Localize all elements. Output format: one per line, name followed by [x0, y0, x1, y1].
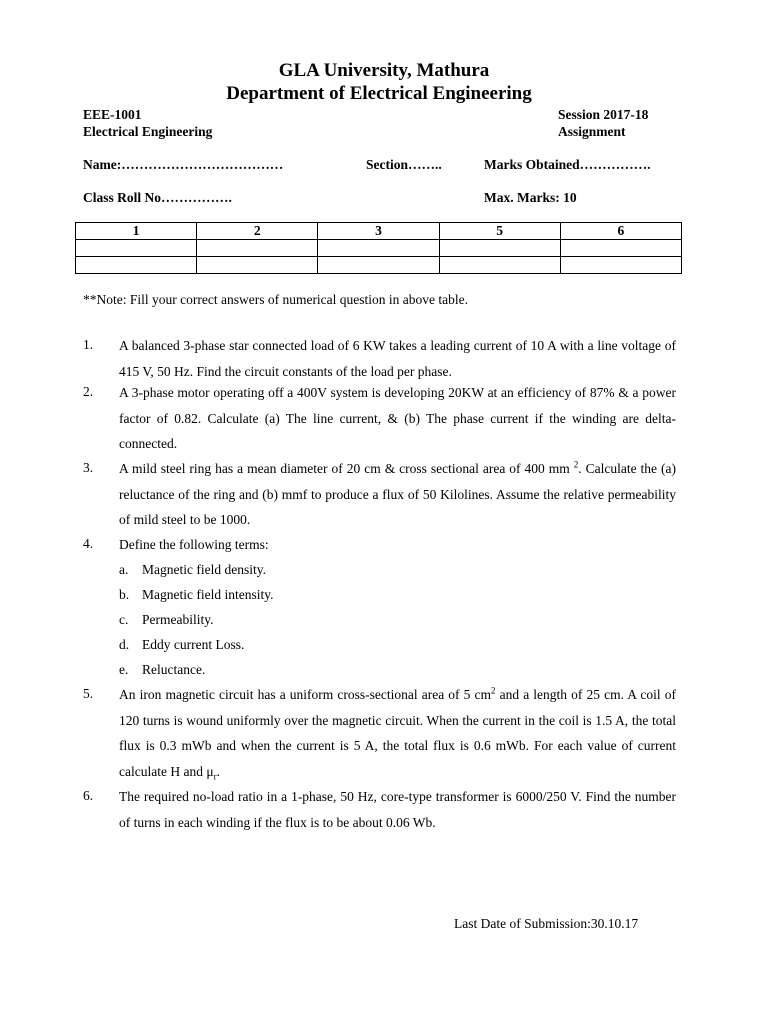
- sub-item: [119, 561, 266, 578]
- superscript: 2: [491, 685, 496, 696]
- question-text: [119, 456, 676, 533]
- session-label: Session 2017-18: [558, 107, 649, 122]
- question-3: [83, 456, 676, 533]
- class-roll-field: Class Roll No…………….: [83, 190, 232, 205]
- subscript: r: [213, 771, 217, 782]
- sub-item: [119, 611, 213, 628]
- question-6: [83, 784, 676, 835]
- answer-cell: [197, 257, 318, 274]
- sub-item-text: Permeability.: [142, 612, 214, 627]
- superscript: 2: [573, 459, 579, 470]
- answer-cell: [560, 257, 681, 274]
- sub-item: [119, 586, 273, 603]
- question-number: 4.: [83, 536, 94, 551]
- question-4: [83, 532, 676, 558]
- sub-item-letter: c.: [119, 612, 129, 627]
- sub-item-text: Magnetic field density.: [142, 562, 266, 577]
- sub-item-letter: b.: [119, 587, 130, 602]
- question-text-part: and a length of 25 cm. A coil of 120 turns is wound uniformly over the magnetic circuit. When the current in the coil is 1.5 A, the total flux is 0.3 mWb and when the current is 5 A, the total flux is 0.6 mWb. For each value of current calculate H and: [119, 687, 677, 779]
- question-number: 3.: [83, 460, 94, 475]
- sub-item-letter: e.: [119, 662, 129, 677]
- answer-table-header-row: [76, 223, 682, 240]
- question-number: 6.: [83, 788, 94, 803]
- answer-col-header: 5: [439, 223, 560, 240]
- question-text-part: An iron magnetic circuit has a uniform cross-sectional area of 5 cm: [119, 687, 491, 702]
- max-marks-label: Max. Marks: 10: [484, 190, 577, 205]
- course-code: EEE-1001: [83, 107, 142, 122]
- question-number: 1.: [83, 337, 94, 352]
- answer-table-row: [76, 240, 682, 257]
- sub-item-text: Reluctance.: [142, 662, 206, 677]
- sub-item-letter: d.: [119, 637, 130, 652]
- answer-table-row: [76, 257, 682, 274]
- answer-cell: [197, 240, 318, 257]
- department-title: Department of Electrical Engineering: [226, 83, 532, 104]
- sub-item: [119, 661, 205, 678]
- question-number: 5.: [83, 686, 94, 701]
- table-note: **Note: Fill your correct answers of numerical question in above table.: [83, 292, 469, 307]
- assignment-label: Assignment: [558, 124, 626, 139]
- sub-item-letter: a.: [119, 562, 129, 577]
- answer-cell: [76, 257, 197, 274]
- question-text: [119, 682, 676, 784]
- question-text: Define the following terms:: [119, 537, 269, 552]
- answer-table: [75, 222, 682, 274]
- answer-cell: [318, 257, 439, 274]
- question-text-part: A mild steel ring has a mean diameter of 20 cm & cross sectional area of 400 mm: [119, 461, 574, 476]
- course-name: Electrical Engineering: [83, 124, 213, 139]
- marks-obtained-field: Marks Obtained…………….: [484, 157, 651, 172]
- answer-cell: [76, 240, 197, 257]
- sub-item-text: Eddy current Loss.: [142, 637, 245, 652]
- submission-date: Last Date of Submission:30.10.17: [454, 916, 639, 931]
- question-2: [83, 380, 676, 457]
- question-number: 2.: [83, 384, 94, 399]
- sub-item-text: Magnetic field intensity.: [142, 587, 274, 602]
- answer-col-header: 1: [76, 223, 197, 240]
- question-text: The required no-load ratio in a 1-phase, 50 Hz, core-type transformer is 6000/250 V. Find the number of turns in each winding if the flux is to be about 0.06 Wb.: [119, 789, 676, 830]
- question-text: A balanced 3-phase star connected load of 6 KW takes a leading current of 10 A with a line voltage of 415 V, 50 Hz. Find the circuit constants of the load per phase.: [119, 338, 676, 379]
- question-text-part: .: [216, 763, 220, 779]
- answer-col-header: 2: [197, 223, 318, 240]
- name-field: Name:………………………………: [83, 157, 284, 172]
- question-5: [83, 682, 676, 784]
- answer-cell: [439, 257, 560, 274]
- question-1: [83, 333, 676, 384]
- university-title: GLA University, Mathura: [278, 60, 490, 81]
- mu-symbol: μ: [206, 763, 214, 779]
- answer-cell: [560, 240, 681, 257]
- section-field: Section……..: [366, 157, 442, 172]
- answer-col-header: 6: [560, 223, 681, 240]
- answer-col-header: 3: [318, 223, 439, 240]
- question-text: A 3-phase motor operating off a 400V system is developing 20KW at an efficiency of 87% & a power factor of 0.82. Calculate (a) The line current, & (b) The phase current if the winding are delta-connected.: [119, 385, 676, 451]
- sub-item: [119, 636, 244, 653]
- answer-cell: [318, 240, 439, 257]
- question-text-part: . Calculate the (a) reluctance of the ring and (b) mmf to produce a flux of 50 Kilolines. Assume the relative permeability of mild steel to be 1000.: [119, 461, 676, 527]
- answer-cell: [439, 240, 560, 257]
